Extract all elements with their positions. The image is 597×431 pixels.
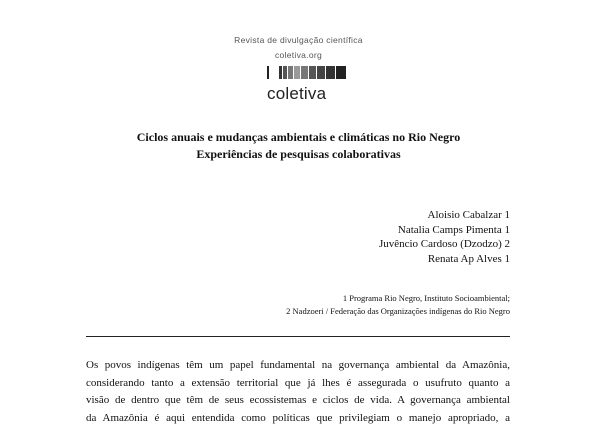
author-name: Juvêncio Cardoso (Dzodzo) 2 <box>378 238 510 250</box>
logo-bars-icon <box>267 66 346 79</box>
author-name: Aloisio Cabalzar 1 <box>427 209 510 221</box>
magazine-subtitle: Revista de divulgação científica <box>234 35 363 45</box>
body-line: Os povos indígenas têm um papel fundamental na governança ambiental da Amazônia, <box>86 359 510 371</box>
affiliation: 2 Nadzoeri / Federação das Organizações indígenas do Rio Negro <box>286 306 510 316</box>
body-line: da Amazônia é aqui entendida como políticas que privilegiam o manejo apropriado, a <box>86 411 510 424</box>
body-line: visão de dentro que têm de seus ecossistemas e ciclos de vida. A governança ambiental <box>86 394 510 406</box>
author-name: Renata Ap Alves 1 <box>427 253 510 265</box>
separator-rule <box>86 336 510 337</box>
magazine-url: coletiva.org <box>274 50 323 60</box>
article-subtitle: Experiências de pesquisas colaborativas <box>196 147 401 161</box>
article-title: Ciclos anuais e mudanças ambientais e climáticas no Rio Negro <box>136 130 461 144</box>
author-name: Natalia Camps Pimenta 1 <box>397 224 510 236</box>
body-paragraph <box>86 357 510 427</box>
body-line: considerando tanto a extensão territorial que já lhes é assegurada o usufruto quanto a <box>86 376 510 389</box>
logo-wordmark: coletiva <box>267 84 327 103</box>
affiliation: 1 Programa Rio Negro, Instituto Socioambiental; <box>342 293 510 303</box>
